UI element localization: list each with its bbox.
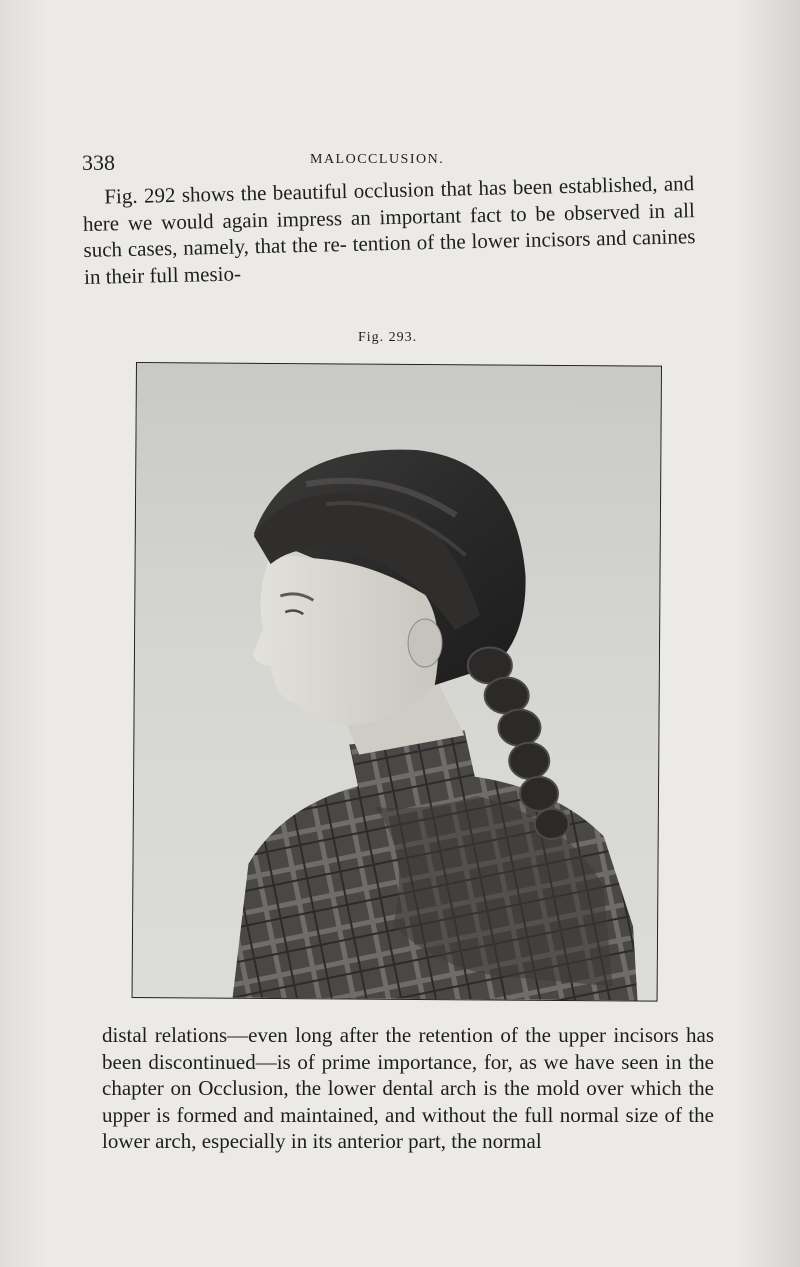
text-line: dental arch is the mold over which the upper is formed [102, 1076, 714, 1127]
paragraph-bottom [102, 1022, 714, 1155]
figure-photograph [132, 362, 662, 1002]
text-line: fact to be observed in all such cases, namely, that the re- [83, 197, 696, 262]
text-line: established, and here we would again impress an important [82, 171, 695, 236]
text-line: for, as we have seen in the chapter on Occlusion, the lower [102, 1049, 715, 1100]
paragraph-top [82, 170, 696, 290]
running-head-title: MALOCCLUSION. [310, 152, 445, 167]
text-line: Fig. 292 shows the beautiful occlusion that has been [104, 174, 553, 209]
text-line: lower arch, especially in its anterior part, the normal [102, 1129, 542, 1153]
text-line: distal relations—even long after the retention of the upper [102, 1023, 607, 1047]
page-number: 338 [82, 150, 115, 175]
girl-profile-photo [133, 363, 661, 1001]
text-line: and maintained, and without the full normal size of the [243, 1102, 714, 1127]
text-line: incisors has been discontinued—is of prime importance, [102, 1023, 714, 1074]
running-head [82, 150, 722, 174]
text-line: tention of the lower incisors and canines in their full mesio- [83, 224, 696, 289]
figure-caption: Fig. 293. [358, 330, 418, 345]
